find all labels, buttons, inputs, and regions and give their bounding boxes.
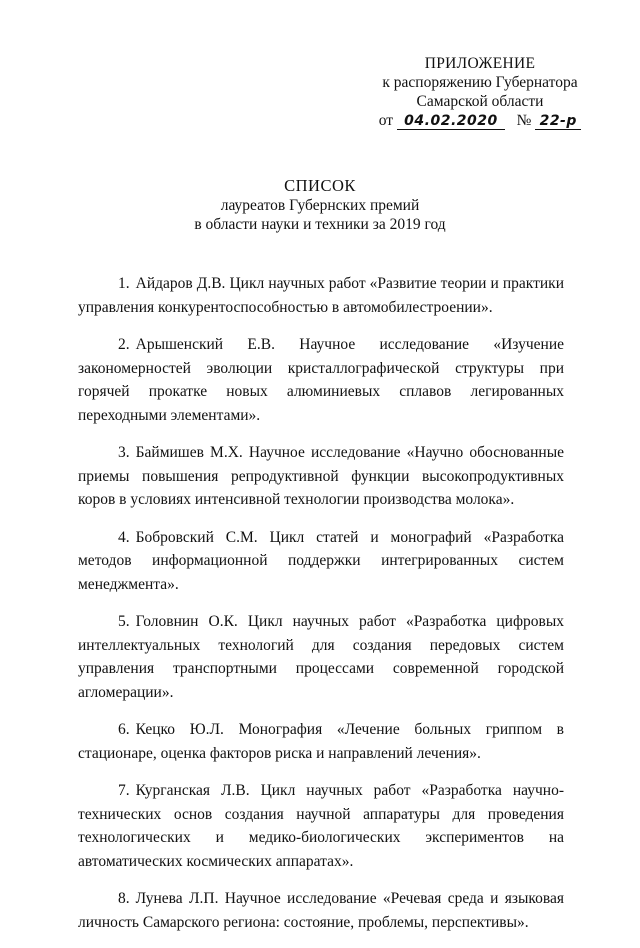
list-item-text: Баймишев М.Х. Научное исследование «Научно обоснованные приемы повышения репродуктивной функции высокопродуктивных коров в условиях интенсивной технологии производства молока». xyxy=(78,444,564,508)
list-item xyxy=(78,779,564,873)
list-item-number: 7. xyxy=(118,782,130,799)
list-subtitle-line-2: в области науки и техники за 2019 год xyxy=(194,216,446,233)
appendix-date-row xyxy=(360,111,600,130)
list-item xyxy=(78,718,564,765)
list-item xyxy=(78,610,564,704)
list-item-text: Курганская Л.В. Цикл научных работ «Разработка научно-технических основ создания научной аппаратуры для проведения технологических и медико-биологических экспериментов на автоматических космических аппаратах». xyxy=(78,782,564,870)
laureates-list xyxy=(78,272,564,948)
list-item-number: 8. xyxy=(118,890,130,907)
list-heading xyxy=(0,176,640,234)
number-prefix: № xyxy=(516,112,532,129)
list-item-text: Бобровский С.М. Цикл статей и монографий «Разработка методов информационной поддержки интегрированных систем менеджмента». xyxy=(78,528,564,593)
list-item xyxy=(78,272,564,319)
list-item xyxy=(78,526,564,597)
list-item xyxy=(78,333,564,427)
handwritten-date: 04.02.2020 xyxy=(397,113,505,130)
list-item-number: 6. xyxy=(118,721,130,738)
list-item-text: Арышенский Е.В. Научное исследование «Изучение закономерностей эволюции кристаллографической структуры при горячей прокатке новых алюминиевых сплавов легированных переходными элементами». xyxy=(78,336,564,424)
handwritten-number: 22-р xyxy=(535,113,581,130)
list-item xyxy=(78,441,564,512)
date-prefix: от xyxy=(378,112,394,129)
list-subtitle-line-1: лауреатов Губернских премий xyxy=(220,197,420,214)
appendix-header xyxy=(360,54,600,130)
list-item-number: 2. xyxy=(118,336,130,353)
list-item-text: Лунева Л.П. Научное исследование «Речевая среда и языковая личность Самарского региона: состояние, проблемы, перспективы». xyxy=(78,890,564,931)
list-item-number: 3. xyxy=(118,444,130,461)
list-item-text: Кецко Ю.Л. Монография «Лечение больных гриппом в стационаре, оценка факторов риска и направлений лечения». xyxy=(78,721,564,762)
list-item-number: 4. xyxy=(118,528,130,546)
appendix-title: ПРИЛОЖЕНИЕ xyxy=(424,55,536,72)
list-title: СПИСОК xyxy=(284,176,356,195)
list-item-number: 5. xyxy=(118,613,130,630)
list-item-text: Головнин О.К. Цикл научных работ «Разработка цифровых интеллектуальных технологий для создания передовых систем управления транспортными процессами современной городской агломерации». xyxy=(78,613,564,701)
list-item-number: 1. xyxy=(118,275,130,292)
list-item xyxy=(78,887,564,934)
appendix-line-2: Самарской области xyxy=(416,93,544,110)
list-item-text: Айдаров Д.В. Цикл научных работ «Развитие теории и практики управления конкурентоспособностью в автомобилестроении». xyxy=(78,275,564,316)
appendix-line-1: к распоряжению Губернатора xyxy=(382,74,578,91)
